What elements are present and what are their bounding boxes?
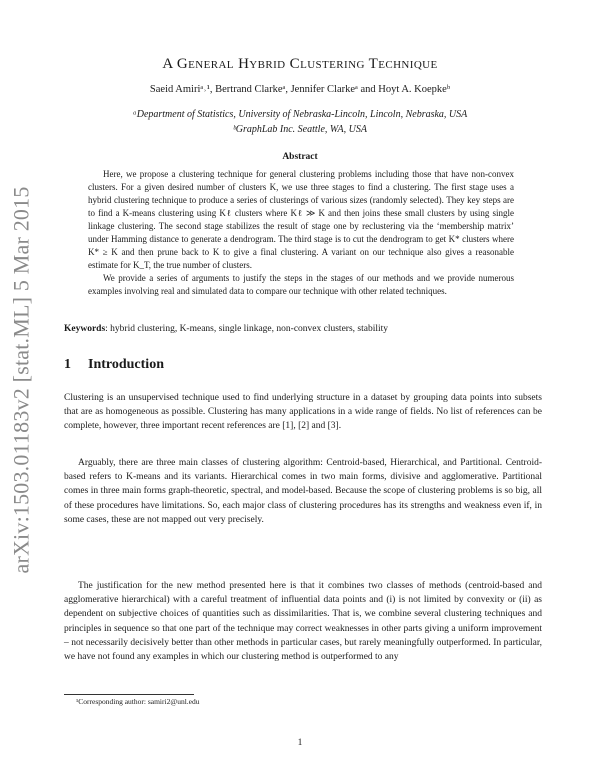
- keywords: [64, 324, 544, 334]
- body-paragraph: Arguably, there are three main classes of clustering algorithm: Centroid-based, Hierarchical, and Partitional. Centroid-based refers to K-means and its variants. Hierarchical comes in two main forms, divisive and agglomerative. Partitional comes in three main forms graph-theoretic, spectral, and model-based. Because the scope of clustering problems is so big, all of these procedures have limitations. So, each major class of clustering procedures has its strengths and weakness even if, in some cases, these are not mapped out very precisely.: [64, 458, 542, 525]
- keywords-text: : hybrid clustering, K-means, single linkage, non-convex clusters, stability: [105, 324, 389, 334]
- abstract-paragraph: Here, we propose a clustering technique for general clustering problems including those that have non-convex clusters. For a given desired number of clusters K, we use three stages to find a clustering. The first stage uses a hybrid clustering technique to produce a series of clusterings of various sizes (randomly selected). They key steps are to find a K-means clustering using Kℓ clusters where Kℓ ≫ K and then joins these small clusters by using single linkage clustering. The second stage stabilizes the result of stage one by reclustering via the ‘membership matrix’ under Hamming distance to generate a dendrogram. The third stage is to cut the dendrogram to get K* clusters where K* ≥ K and then prune back to K to give a final clustering. A variant on our technique also gives a reasonable estimate for K_T, the true number of clusters.: [88, 169, 514, 270]
- abstract-heading: Abstract: [282, 152, 318, 162]
- footnote-divider: [64, 694, 194, 695]
- author-list: Saeid Amiriᵃ˒¹, Bertrand Clarkeᵃ, Jennifer Clarkeᵃ and Hoyt A. Koepkeᵇ: [149, 84, 451, 95]
- arxiv-identifier-text: arXiv:1503.01183v2 [stat.ML] 5 Mar 2015: [9, 186, 35, 574]
- affiliation-graphlab: ᵇGraphLab Inc. Seattle, WA, USA: [233, 124, 367, 135]
- keywords-label: Keywords: [64, 324, 106, 334]
- section-number: 1: [64, 357, 71, 372]
- body-paragraph: The justification for the new method presented here is that it combines two classes of methods (centroid-based and agglomerative hierarchical) with a careful treatment of influential data points and (i) is not limited by convexity or (ii) as dependent on subjective choices of quantities such as dissimilarities. That is, we combine several clustering techniques and principles in sequence so that one part of the technique may correct weaknesses in other parts giving a uniform improvement – not necessarily decisively better than other methods in particular cases, but rarely meaningfully outperformed. In particular, we have not found any examples in which our clustering method is outperformed to any: [64, 581, 542, 663]
- section-heading: [64, 357, 164, 373]
- section-title: Introduction: [88, 357, 164, 372]
- body-paragraph: Clustering is an unsupervised technique used to find underlying structure in a dataset by grouping data points into subsets that are as homogeneous as possible. Clustering has many applications in a wide range of fields. No list of references can be complete, however, three important recent references are [1], [2] and [3].: [64, 393, 542, 432]
- abstract-paragraph: We provide a series of arguments to justify the steps in the stages of our methods and we provide numerous examples involving real and simulated data to compare our technique with other related techniques.: [88, 273, 514, 296]
- footnote: ¹Corresponding author: samiri2@unl.edu: [76, 697, 200, 706]
- affiliation-statistics: ᵃDepartment of Statistics, University of Nebraska-Lincoln, Lincoln, Nebraska, USA: [132, 109, 468, 120]
- page-number: 1: [297, 738, 303, 748]
- arxiv-identifier: [2, 186, 42, 574]
- paper-title: A General Hybrid Clustering Technique: [162, 56, 438, 72]
